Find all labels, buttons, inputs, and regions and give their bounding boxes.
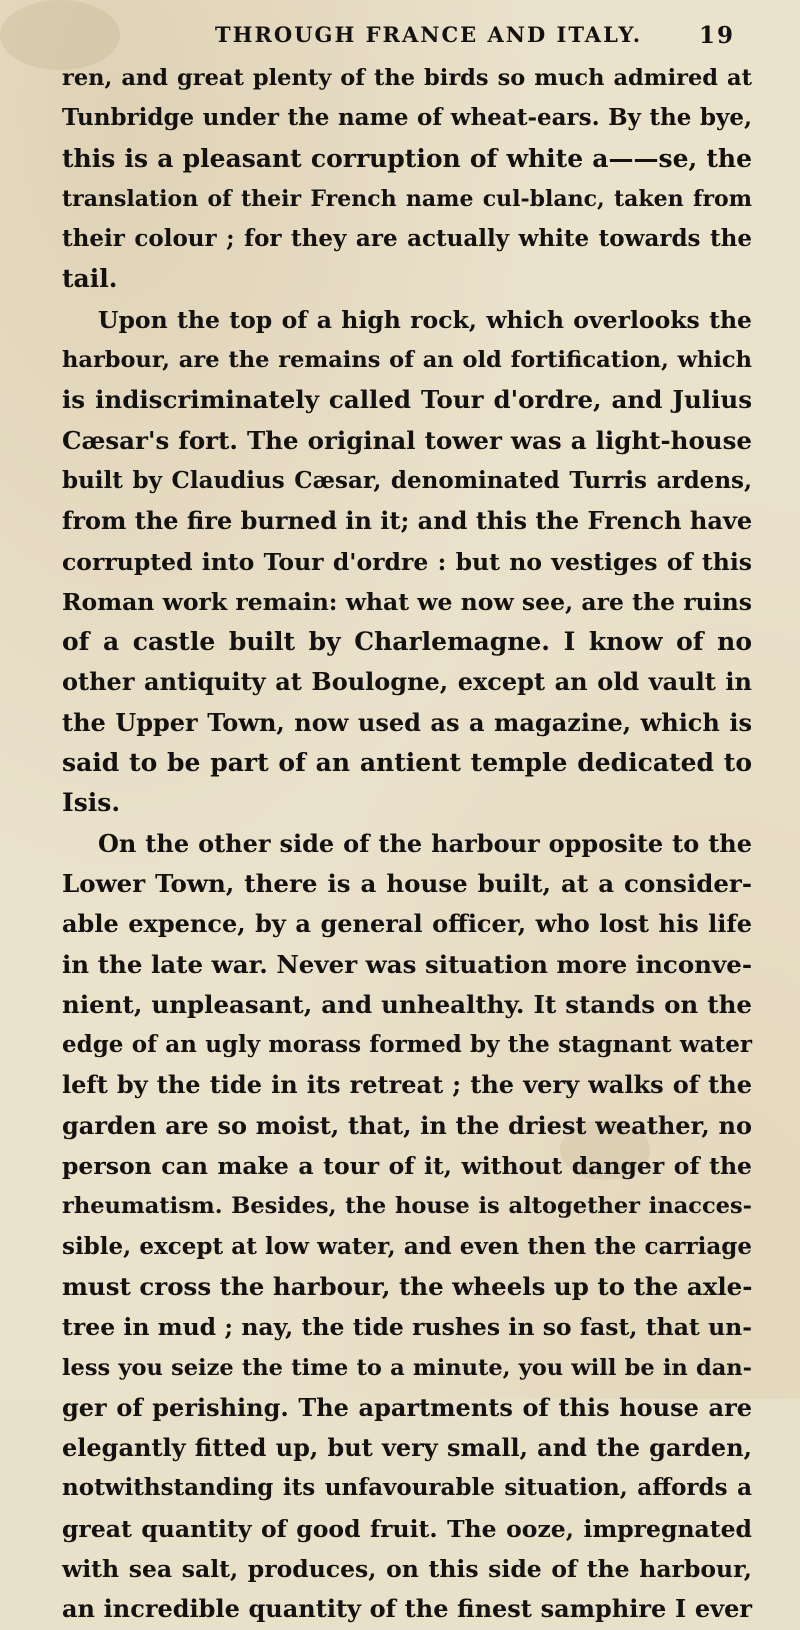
text-line: tree in mud ; nay, the tide rushes in so fast, that un- xyxy=(62,1313,752,1342)
running-head xyxy=(215,22,735,54)
text-line: tail. xyxy=(62,264,118,294)
text-line: left by the tide in its retreat ; the very walks of the xyxy=(62,1070,752,1100)
text-line: ren, and great plenty of the birds so much admired at xyxy=(62,65,752,91)
running-head-title: THROUGH FRANCE AND ITALY. xyxy=(215,22,643,47)
text-line: sible, except at low water, and even then the carriage xyxy=(62,1232,752,1260)
text-line: Lower Town, there is a house built, at a consider- xyxy=(62,868,752,898)
text-line: notwithstanding its unfavourable situation, affords a xyxy=(62,1474,752,1502)
text-line: Cæsar's fort. The original tower was a light-house xyxy=(62,425,752,455)
text-line: rheumatism. Besides, the house is altogether inacces- xyxy=(62,1193,752,1220)
text-line: Isis. xyxy=(62,788,121,818)
text-line: in the late war. Never was situation more inconve- xyxy=(62,949,752,979)
text-line: person can make a tour of it, without danger of the xyxy=(62,1152,752,1181)
text-line: Tunbridge under the name of wheat-ears. By the bye, xyxy=(62,104,752,132)
text-line: nient, unpleasant, and unhealthy. It stands on the xyxy=(62,989,752,1019)
text-line: with sea salt, produces, on this side of the harbour, xyxy=(62,1554,752,1583)
text-line: great quantity of good fruit. The ooze, impregnated xyxy=(62,1514,752,1543)
text-line: built by Claudius Cæsar, denominated Turris ardens, xyxy=(62,466,752,494)
body-text xyxy=(62,58,752,1630)
text-line: garden are so moist, that, in the driest weather, no xyxy=(62,1110,752,1140)
text-line: ger of perishing. The apartments of this house are xyxy=(62,1392,752,1422)
text-line: Roman work remain: what we now see, are the ruins xyxy=(62,587,752,616)
text-line: from the fire burned in it; and this the French have xyxy=(62,506,753,536)
text-line: edge of an ugly morass formed by the stagnant water xyxy=(62,1031,752,1059)
text-line: able expence, by a general officer, who lost his life xyxy=(62,909,752,939)
page-number: 19 xyxy=(698,22,735,49)
text-line: less you seize the time to a minute, you will be in dan- xyxy=(62,1354,752,1381)
text-line: translation of their French name cul-blanc, taken from xyxy=(62,185,752,212)
text-line: elegantly fitted up, but very small, and the garden, xyxy=(62,1433,752,1463)
text-line: is indiscriminately called Tour d'ordre, and Julius xyxy=(62,385,752,415)
text-line: must cross the harbour, the wheels up to the axle- xyxy=(62,1271,753,1301)
text-line: this is a pleasant corruption of white a——se, the xyxy=(62,143,752,173)
text-line: of a castle built by Charlemagne. I know of no xyxy=(62,627,752,657)
text-line: their colour ; for they are actually white towards the xyxy=(62,225,752,253)
text-line: an incredible quantity of the finest samphire I ever xyxy=(62,1594,752,1624)
text-line: On the other side of the harbour opposite to the xyxy=(98,828,752,858)
text-line: Upon the top of a high rock, which overlooks the xyxy=(98,305,752,334)
text-line: other antiquity at Boulogne, except an old vault in xyxy=(62,667,752,697)
text-line: harbour, are the remains of an old fortification, which xyxy=(62,347,752,374)
text-line: corrupted into Tour d'ordre : but no vestiges of this xyxy=(62,547,752,576)
text-line: said to be part of an antient temple dedicated to xyxy=(62,748,752,778)
text-line: the Upper Town, now used as a magazine, which is xyxy=(62,707,752,737)
